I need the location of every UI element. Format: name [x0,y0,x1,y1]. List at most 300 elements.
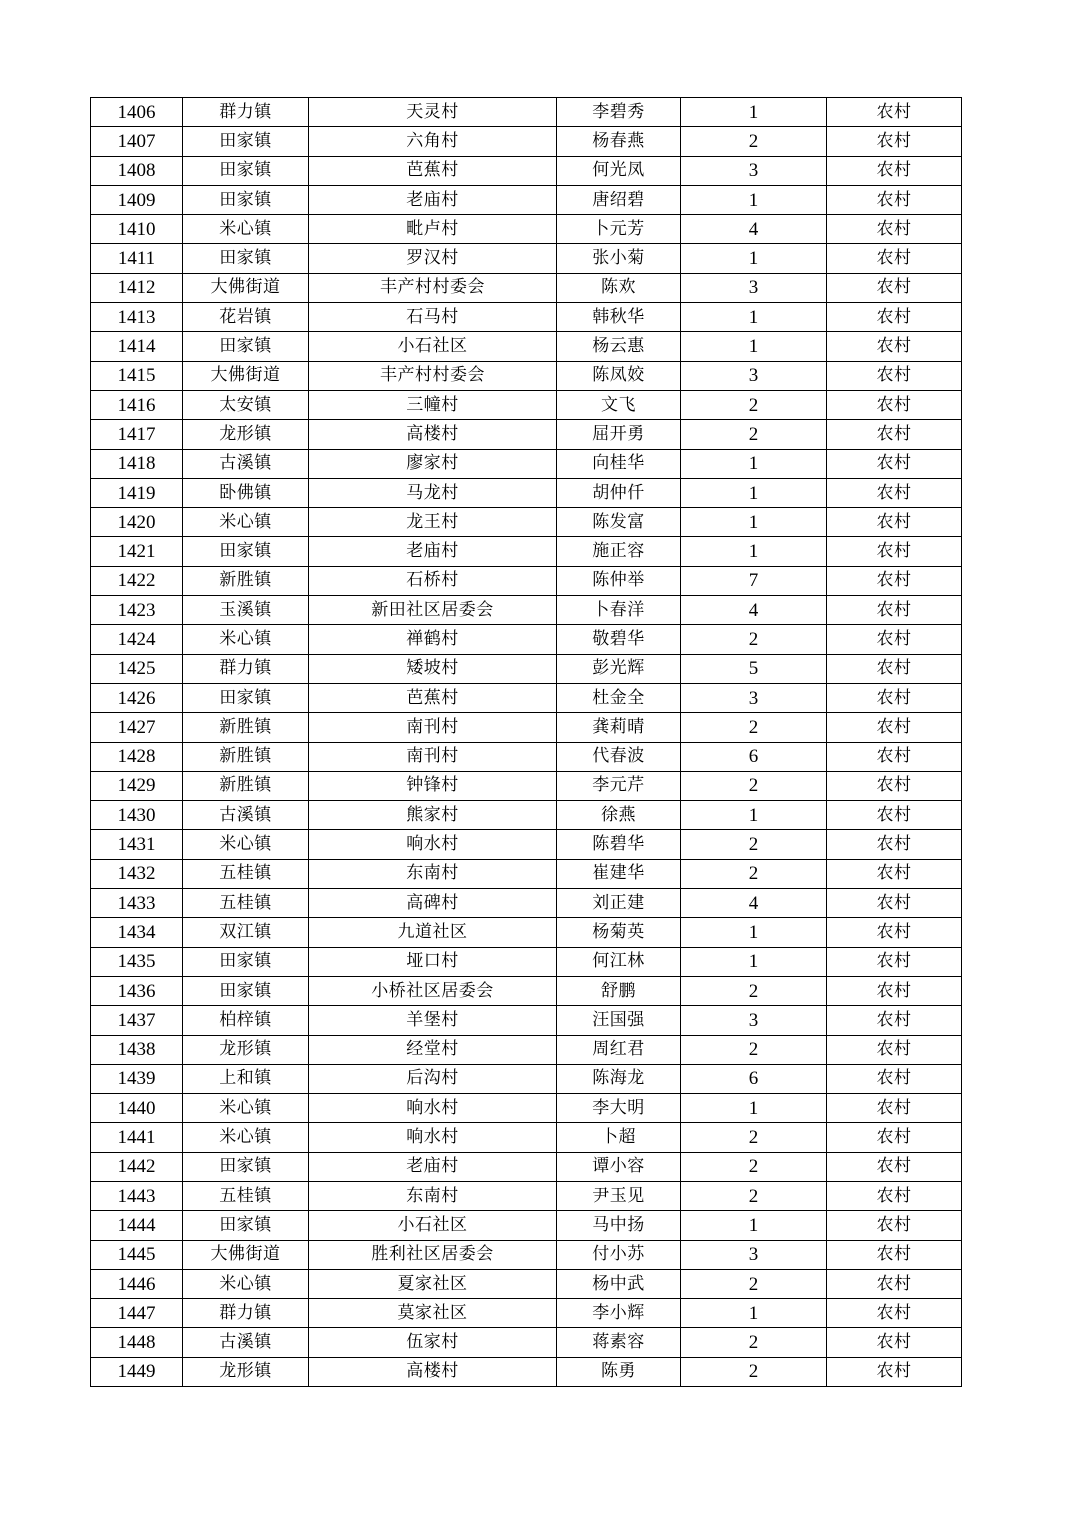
person-name-cell: 杨云惠 [557,332,681,361]
row-number-cell: 1418 [91,449,183,478]
town-cell: 上和镇 [183,1064,309,1093]
village-cell: 钟锋村 [309,771,557,800]
area-type-cell: 农村 [827,918,962,947]
town-cell: 群力镇 [183,1299,309,1328]
person-name-cell: 李小辉 [557,1299,681,1328]
area-type-cell: 农村 [827,478,962,507]
town-cell: 米心镇 [183,1094,309,1123]
row-number-cell: 1444 [91,1211,183,1240]
household-count-cell: 1 [681,478,827,507]
town-cell: 五桂镇 [183,859,309,888]
town-cell: 古溪镇 [183,801,309,830]
village-cell: 老庙村 [309,537,557,566]
table-row [91,478,962,507]
village-cell: 九道社区 [309,918,557,947]
person-name-cell: 徐燕 [557,801,681,830]
area-type-cell: 农村 [827,361,962,390]
person-name-cell: 彭光辉 [557,654,681,683]
village-cell: 夏家社区 [309,1269,557,1298]
village-cell: 龙王村 [309,508,557,537]
household-count-cell: 3 [681,1006,827,1035]
town-cell: 五桂镇 [183,889,309,918]
area-type-cell: 农村 [827,1269,962,1298]
town-cell: 田家镇 [183,332,309,361]
table-row [91,596,962,625]
household-count-cell: 1 [681,537,827,566]
household-count-cell: 2 [681,1328,827,1357]
table-row [91,1211,962,1240]
area-type-cell: 农村 [827,1181,962,1210]
area-type-cell: 农村 [827,1357,962,1386]
area-type-cell: 农村 [827,889,962,918]
person-name-cell: 马中扬 [557,1211,681,1240]
town-cell: 花岩镇 [183,303,309,332]
table-row [91,273,962,302]
row-number-cell: 1407 [91,127,183,156]
person-name-cell: 唐绍碧 [557,185,681,214]
row-number-cell: 1414 [91,332,183,361]
household-count-cell: 4 [681,596,827,625]
town-cell: 新胜镇 [183,566,309,595]
town-cell: 田家镇 [183,947,309,976]
table-row [91,1035,962,1064]
table-row [91,889,962,918]
area-type-cell: 农村 [827,215,962,244]
table-row [91,1269,962,1298]
person-name-cell: 杨菊英 [557,918,681,947]
household-count-cell: 1 [681,449,827,478]
town-cell: 新胜镇 [183,771,309,800]
table-row [91,801,962,830]
row-number-cell: 1424 [91,625,183,654]
table-row [91,918,962,947]
village-cell: 新田社区居委会 [309,596,557,625]
records-table [90,97,962,1387]
town-cell: 田家镇 [183,537,309,566]
table-row [91,1123,962,1152]
table-row [91,361,962,390]
village-cell: 伍家村 [309,1328,557,1357]
town-cell: 田家镇 [183,976,309,1005]
household-count-cell: 1 [681,244,827,273]
row-number-cell: 1421 [91,537,183,566]
row-number-cell: 1411 [91,244,183,273]
village-cell: 石桥村 [309,566,557,595]
village-cell: 东南村 [309,859,557,888]
row-number-cell: 1431 [91,830,183,859]
town-cell: 田家镇 [183,683,309,712]
village-cell: 高碑村 [309,889,557,918]
village-cell: 芭蕉村 [309,683,557,712]
person-name-cell: 蒋素容 [557,1328,681,1357]
row-number-cell: 1439 [91,1064,183,1093]
table-row [91,1299,962,1328]
area-type-cell: 农村 [827,156,962,185]
household-count-cell: 3 [681,156,827,185]
town-cell: 田家镇 [183,1152,309,1181]
household-count-cell: 2 [681,1181,827,1210]
household-count-cell: 2 [681,625,827,654]
area-type-cell: 农村 [827,390,962,419]
table-row [91,215,962,244]
area-type-cell: 农村 [827,801,962,830]
table-row [91,713,962,742]
household-count-cell: 1 [681,947,827,976]
village-cell: 三幢村 [309,390,557,419]
area-type-cell: 农村 [827,332,962,361]
area-type-cell: 农村 [827,98,962,127]
household-count-cell: 1 [681,185,827,214]
village-cell: 老庙村 [309,1152,557,1181]
table-row [91,244,962,273]
row-number-cell: 1432 [91,859,183,888]
row-number-cell: 1427 [91,713,183,742]
person-name-cell: 何光凤 [557,156,681,185]
household-count-cell: 6 [681,742,827,771]
town-cell: 米心镇 [183,508,309,537]
village-cell: 马龙村 [309,478,557,507]
household-count-cell: 2 [681,771,827,800]
village-cell: 响水村 [309,1123,557,1152]
area-type-cell: 农村 [827,1064,962,1093]
household-count-cell: 4 [681,889,827,918]
area-type-cell: 农村 [827,273,962,302]
town-cell: 五桂镇 [183,1181,309,1210]
town-cell: 龙形镇 [183,420,309,449]
village-cell: 垭口村 [309,947,557,976]
row-number-cell: 1416 [91,390,183,419]
row-number-cell: 1429 [91,771,183,800]
area-type-cell: 农村 [827,420,962,449]
table-row [91,947,962,976]
village-cell: 响水村 [309,830,557,859]
village-cell: 禅鹤村 [309,625,557,654]
person-name-cell: 韩秋华 [557,303,681,332]
row-number-cell: 1445 [91,1240,183,1269]
area-type-cell: 农村 [827,654,962,683]
table-row [91,449,962,478]
household-count-cell: 1 [681,1094,827,1123]
area-type-cell: 农村 [827,303,962,332]
row-number-cell: 1446 [91,1269,183,1298]
town-cell: 米心镇 [183,1123,309,1152]
area-type-cell: 农村 [827,596,962,625]
area-type-cell: 农村 [827,947,962,976]
table-row [91,1152,962,1181]
person-name-cell: 谭小容 [557,1152,681,1181]
table-row [91,537,962,566]
town-cell: 米心镇 [183,215,309,244]
table-row [91,1328,962,1357]
records-table-body [91,98,962,1387]
table-row [91,859,962,888]
person-name-cell: 汪国强 [557,1006,681,1035]
table-row [91,98,962,127]
village-cell: 丰产村村委会 [309,361,557,390]
row-number-cell: 1410 [91,215,183,244]
row-number-cell: 1433 [91,889,183,918]
table-row [91,390,962,419]
person-name-cell: 杨中武 [557,1269,681,1298]
row-number-cell: 1436 [91,976,183,1005]
person-name-cell: 李碧秀 [557,98,681,127]
person-name-cell: 卜春洋 [557,596,681,625]
person-name-cell: 李大明 [557,1094,681,1123]
village-cell: 南刊村 [309,742,557,771]
person-name-cell: 周红君 [557,1035,681,1064]
village-cell: 天灵村 [309,98,557,127]
village-cell: 毗卢村 [309,215,557,244]
person-name-cell: 卜元芳 [557,215,681,244]
area-type-cell: 农村 [827,1035,962,1064]
household-count-cell: 3 [681,361,827,390]
row-number-cell: 1448 [91,1328,183,1357]
person-name-cell: 陈欢 [557,273,681,302]
row-number-cell: 1441 [91,1123,183,1152]
row-number-cell: 1428 [91,742,183,771]
person-name-cell: 陈碧华 [557,830,681,859]
person-name-cell: 文飞 [557,390,681,419]
household-count-cell: 2 [681,390,827,419]
person-name-cell: 陈凤姣 [557,361,681,390]
village-cell: 丰产村村委会 [309,273,557,302]
household-count-cell: 4 [681,215,827,244]
household-count-cell: 1 [681,98,827,127]
area-type-cell: 农村 [827,976,962,1005]
table-row [91,830,962,859]
area-type-cell: 农村 [827,1094,962,1123]
row-number-cell: 1440 [91,1094,183,1123]
household-count-cell: 3 [681,683,827,712]
person-name-cell: 何江林 [557,947,681,976]
area-type-cell: 农村 [827,742,962,771]
village-cell: 后沟村 [309,1064,557,1093]
household-count-cell: 1 [681,508,827,537]
person-name-cell: 陈勇 [557,1357,681,1386]
person-name-cell: 向桂华 [557,449,681,478]
row-number-cell: 1443 [91,1181,183,1210]
area-type-cell: 农村 [827,683,962,712]
village-cell: 南刊村 [309,713,557,742]
row-number-cell: 1417 [91,420,183,449]
person-name-cell: 施正容 [557,537,681,566]
village-cell: 高楼村 [309,420,557,449]
row-number-cell: 1442 [91,1152,183,1181]
town-cell: 玉溪镇 [183,596,309,625]
town-cell: 田家镇 [183,156,309,185]
village-cell: 高楼村 [309,1357,557,1386]
row-number-cell: 1419 [91,478,183,507]
area-type-cell: 农村 [827,449,962,478]
village-cell: 六角村 [309,127,557,156]
area-type-cell: 农村 [827,830,962,859]
person-name-cell: 敬碧华 [557,625,681,654]
person-name-cell: 卜超 [557,1123,681,1152]
person-name-cell: 代春波 [557,742,681,771]
row-number-cell: 1430 [91,801,183,830]
table-row [91,1357,962,1386]
town-cell: 群力镇 [183,98,309,127]
village-cell: 熊家村 [309,801,557,830]
person-name-cell: 龚莉晴 [557,713,681,742]
person-name-cell: 杨春燕 [557,127,681,156]
table-row [91,1240,962,1269]
household-count-cell: 2 [681,1035,827,1064]
household-count-cell: 2 [681,859,827,888]
town-cell: 田家镇 [183,185,309,214]
person-name-cell: 杜金全 [557,683,681,712]
household-count-cell: 3 [681,273,827,302]
area-type-cell: 农村 [827,1299,962,1328]
person-name-cell: 陈海龙 [557,1064,681,1093]
table-row [91,976,962,1005]
household-count-cell: 2 [681,976,827,1005]
table-row [91,654,962,683]
table-row [91,771,962,800]
town-cell: 米心镇 [183,830,309,859]
person-name-cell: 陈发富 [557,508,681,537]
table-row [91,156,962,185]
area-type-cell: 农村 [827,508,962,537]
table-row [91,566,962,595]
area-type-cell: 农村 [827,859,962,888]
village-cell: 小石社区 [309,1211,557,1240]
area-type-cell: 农村 [827,1123,962,1152]
row-number-cell: 1437 [91,1006,183,1035]
town-cell: 古溪镇 [183,449,309,478]
town-cell: 柏梓镇 [183,1006,309,1035]
household-count-cell: 2 [681,1152,827,1181]
person-name-cell: 崔建华 [557,859,681,888]
row-number-cell: 1438 [91,1035,183,1064]
row-number-cell: 1447 [91,1299,183,1328]
person-name-cell: 陈仲举 [557,566,681,595]
row-number-cell: 1412 [91,273,183,302]
table-row [91,1094,962,1123]
household-count-cell: 2 [681,1123,827,1152]
household-count-cell: 1 [681,1299,827,1328]
village-cell: 老庙村 [309,185,557,214]
table-row [91,420,962,449]
row-number-cell: 1435 [91,947,183,976]
town-cell: 龙形镇 [183,1035,309,1064]
area-type-cell: 农村 [827,127,962,156]
village-cell: 廖家村 [309,449,557,478]
row-number-cell: 1406 [91,98,183,127]
area-type-cell: 农村 [827,1152,962,1181]
town-cell: 群力镇 [183,654,309,683]
town-cell: 双江镇 [183,918,309,947]
table-row [91,683,962,712]
household-count-cell: 1 [681,332,827,361]
household-count-cell: 2 [681,713,827,742]
village-cell: 羊堡村 [309,1006,557,1035]
row-number-cell: 1425 [91,654,183,683]
town-cell: 大佛街道 [183,361,309,390]
table-row [91,742,962,771]
row-number-cell: 1426 [91,683,183,712]
row-number-cell: 1422 [91,566,183,595]
area-type-cell: 农村 [827,244,962,273]
table-row [91,625,962,654]
household-count-cell: 3 [681,1240,827,1269]
town-cell: 新胜镇 [183,713,309,742]
table-row [91,303,962,332]
household-count-cell: 2 [681,1269,827,1298]
area-type-cell: 农村 [827,185,962,214]
person-name-cell: 张小菊 [557,244,681,273]
household-count-cell: 2 [681,830,827,859]
town-cell: 卧佛镇 [183,478,309,507]
household-count-cell: 1 [681,303,827,332]
table-row [91,127,962,156]
household-count-cell: 1 [681,1211,827,1240]
person-name-cell: 尹玉见 [557,1181,681,1210]
town-cell: 新胜镇 [183,742,309,771]
area-type-cell: 农村 [827,771,962,800]
row-number-cell: 1408 [91,156,183,185]
area-type-cell: 农村 [827,1328,962,1357]
town-cell: 田家镇 [183,1211,309,1240]
row-number-cell: 1434 [91,918,183,947]
area-type-cell: 农村 [827,537,962,566]
village-cell: 小石社区 [309,332,557,361]
household-count-cell: 1 [681,918,827,947]
person-name-cell: 胡仲仟 [557,478,681,507]
household-count-cell: 1 [681,801,827,830]
village-cell: 胜利社区居委会 [309,1240,557,1269]
row-number-cell: 1423 [91,596,183,625]
area-type-cell: 农村 [827,1211,962,1240]
table-row [91,332,962,361]
area-type-cell: 农村 [827,713,962,742]
village-cell: 芭蕉村 [309,156,557,185]
household-count-cell: 2 [681,127,827,156]
town-cell: 古溪镇 [183,1328,309,1357]
household-count-cell: 6 [681,1064,827,1093]
table-row [91,1181,962,1210]
town-cell: 大佛街道 [183,273,309,302]
village-cell: 响水村 [309,1094,557,1123]
village-cell: 矮坡村 [309,654,557,683]
town-cell: 龙形镇 [183,1357,309,1386]
person-name-cell: 刘正建 [557,889,681,918]
household-count-cell: 7 [681,566,827,595]
area-type-cell: 农村 [827,1006,962,1035]
town-cell: 米心镇 [183,1269,309,1298]
area-type-cell: 农村 [827,625,962,654]
row-number-cell: 1415 [91,361,183,390]
person-name-cell: 屈开勇 [557,420,681,449]
person-name-cell: 付小苏 [557,1240,681,1269]
row-number-cell: 1449 [91,1357,183,1386]
person-name-cell: 舒鹏 [557,976,681,1005]
row-number-cell: 1409 [91,185,183,214]
table-row [91,1006,962,1035]
town-cell: 田家镇 [183,244,309,273]
table-row [91,508,962,537]
town-cell: 大佛街道 [183,1240,309,1269]
area-type-cell: 农村 [827,566,962,595]
household-count-cell: 2 [681,420,827,449]
household-count-cell: 2 [681,1357,827,1386]
town-cell: 米心镇 [183,625,309,654]
row-number-cell: 1413 [91,303,183,332]
village-cell: 小桥社区居委会 [309,976,557,1005]
town-cell: 田家镇 [183,127,309,156]
village-cell: 石马村 [309,303,557,332]
village-cell: 莫家社区 [309,1299,557,1328]
